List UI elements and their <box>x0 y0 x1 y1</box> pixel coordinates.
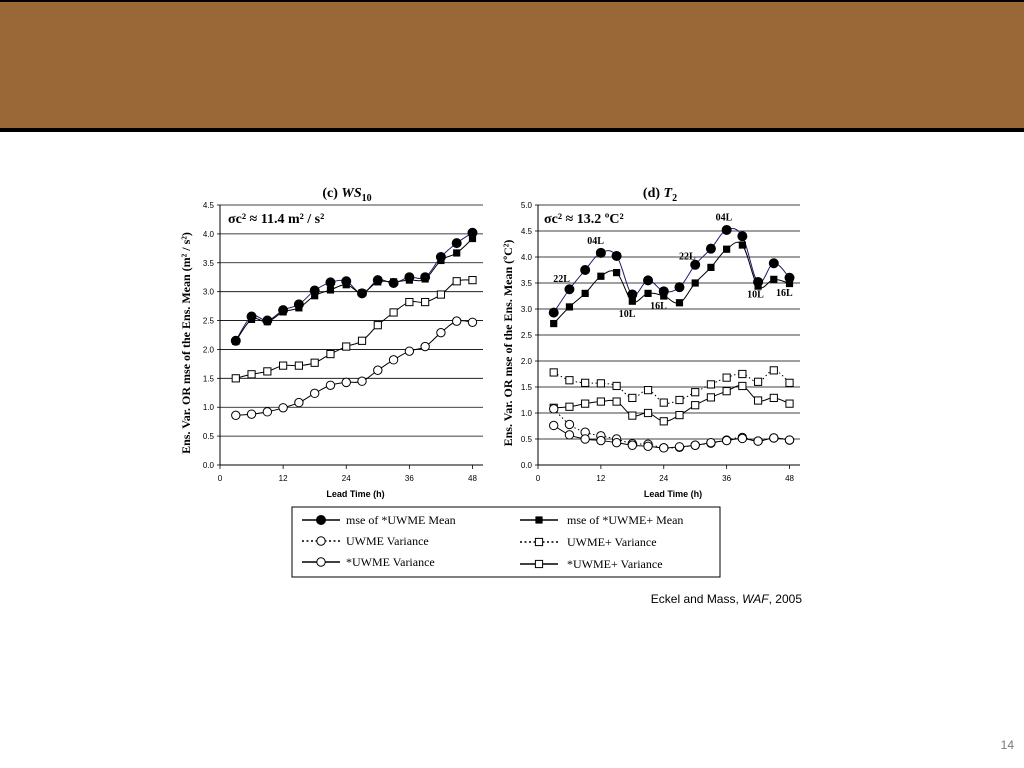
data-point <box>707 438 715 446</box>
data-point <box>422 275 429 282</box>
y-axis-label: Ens. Var. OR mse of the Ens. Mean (m² / s²) <box>179 232 193 454</box>
data-point <box>739 241 746 248</box>
y-tick-label: 2.0 <box>202 345 214 355</box>
data-point <box>327 350 334 357</box>
data-point <box>722 436 730 444</box>
x-tick-label: 24 <box>659 474 669 483</box>
data-point <box>769 259 778 268</box>
x-tick-label: 48 <box>468 474 477 483</box>
variance-annotation: σc² ≈ 13.2 ºC² <box>544 212 624 227</box>
legend-marker <box>535 538 542 545</box>
legend-label: mse of *UWME+ Mean <box>567 513 684 527</box>
data-point <box>629 298 636 305</box>
data-point <box>597 380 604 387</box>
y-tick-label: 4.5 <box>520 227 532 236</box>
y-tick-label: 0.0 <box>520 461 532 470</box>
legend-marker <box>317 537 325 545</box>
data-point <box>612 251 621 260</box>
y-tick-label: 2.5 <box>202 316 214 326</box>
slide-number: 14 <box>1000 738 1014 752</box>
data-point <box>786 280 793 287</box>
data-point <box>707 264 714 271</box>
data-point <box>550 320 557 327</box>
data-point <box>596 248 605 257</box>
data-point <box>549 308 558 317</box>
data-point <box>692 402 699 409</box>
chart-panel-c <box>179 186 483 499</box>
data-point <box>469 277 476 284</box>
x-tick-label: 36 <box>722 474 732 483</box>
data-point <box>692 279 699 286</box>
data-point <box>566 303 573 310</box>
data-point <box>707 381 714 388</box>
data-point <box>358 289 365 296</box>
data-point <box>786 379 793 386</box>
data-point <box>613 382 620 389</box>
data-point <box>597 273 604 280</box>
data-point <box>469 235 476 242</box>
data-point <box>327 286 334 293</box>
time-label: 04L <box>715 212 733 224</box>
series-mse-of-uwme-mean <box>231 228 477 345</box>
data-point <box>343 281 350 288</box>
time-label: 10L <box>618 308 636 320</box>
data-point <box>437 328 445 336</box>
data-point <box>644 290 651 297</box>
data-point <box>437 257 444 264</box>
y-tick-label: 5.0 <box>520 201 532 210</box>
data-point <box>644 276 653 285</box>
y-tick-label: 1.0 <box>202 403 214 413</box>
data-point <box>390 309 397 316</box>
data-point <box>566 403 573 410</box>
data-point <box>582 290 589 297</box>
series--uwme-variance <box>550 382 793 425</box>
data-point <box>739 370 746 377</box>
time-label: 04L <box>587 236 604 247</box>
data-point <box>374 366 382 374</box>
data-point <box>358 377 366 385</box>
data-point <box>310 389 318 397</box>
data-point <box>374 322 381 329</box>
data-point <box>263 408 271 416</box>
legend-marker <box>317 558 325 566</box>
data-point <box>582 379 589 386</box>
time-label: 22L <box>679 251 696 263</box>
y-tick-label: 4.0 <box>520 253 532 262</box>
chart-panel-d <box>501 186 800 499</box>
legend-marker <box>535 516 542 523</box>
data-point <box>311 292 318 299</box>
data-point <box>612 438 620 446</box>
series-mse-of-uwme-mean <box>550 241 793 327</box>
data-point <box>232 338 239 345</box>
y-tick-label: 3.5 <box>202 258 214 268</box>
data-point <box>421 342 429 350</box>
data-point <box>675 283 684 292</box>
variance-annotation: σc² ≈ 11.4 m² / s² <box>228 212 325 227</box>
data-point <box>453 249 460 256</box>
data-point <box>406 277 413 284</box>
y-tick-label: 2.5 <box>520 331 532 340</box>
data-point <box>629 412 636 419</box>
x-tick-label: 24 <box>341 474 351 483</box>
data-point <box>422 298 429 305</box>
x-tick-label: 12 <box>278 474 288 483</box>
data-point <box>326 381 334 389</box>
y-tick-label: 3.0 <box>520 305 532 314</box>
y-tick-label: 0.0 <box>202 461 214 470</box>
data-point <box>232 411 240 419</box>
y-tick-label: 4.5 <box>202 201 214 210</box>
data-point <box>264 318 271 325</box>
data-point <box>660 418 667 425</box>
data-point <box>707 394 714 401</box>
data-point <box>770 276 777 283</box>
data-point <box>722 225 731 234</box>
data-point <box>723 246 730 253</box>
data-point <box>660 444 668 452</box>
data-point <box>597 398 604 405</box>
data-point <box>613 269 620 276</box>
data-point <box>676 396 683 403</box>
time-label: 16L <box>775 288 793 299</box>
data-point <box>597 436 605 444</box>
data-point <box>280 362 287 369</box>
data-point <box>453 278 460 285</box>
y-tick-label: 1.5 <box>520 383 532 392</box>
legend-label: UWME+ Variance <box>567 535 657 549</box>
y-tick-label: 4.0 <box>202 229 214 239</box>
data-point <box>452 239 461 248</box>
data-point <box>453 317 461 325</box>
data-point <box>264 368 271 375</box>
data-point <box>343 343 350 350</box>
data-point <box>358 337 365 344</box>
y-tick-label: 1.0 <box>520 409 532 418</box>
data-point <box>582 400 589 407</box>
data-point <box>754 378 761 385</box>
data-point <box>629 394 636 401</box>
data-point <box>295 362 302 369</box>
y-tick-label: 0.5 <box>520 435 532 444</box>
data-point <box>565 285 574 294</box>
x-axis-label: Lead Time (h) <box>326 489 385 499</box>
data-point <box>738 232 747 241</box>
data-point <box>723 388 730 395</box>
data-point <box>675 443 683 451</box>
x-tick-label: 36 <box>404 474 414 483</box>
series--uwme-variance <box>550 421 794 452</box>
legend-label: *UWME Variance <box>346 555 435 569</box>
time-label: 16L <box>650 301 667 312</box>
x-tick-label: 0 <box>535 474 541 483</box>
legend-marker <box>317 516 326 525</box>
data-point <box>723 374 730 381</box>
data-point <box>644 409 651 416</box>
data-point <box>550 369 557 376</box>
x-tick-label: 0 <box>217 474 223 483</box>
data-point <box>295 398 303 406</box>
y-tick-label: 2.0 <box>520 357 532 366</box>
data-point <box>754 397 761 404</box>
data-point <box>738 434 746 442</box>
data-point <box>232 375 239 382</box>
data-point <box>754 437 762 445</box>
data-point <box>406 298 413 305</box>
data-point <box>565 420 573 428</box>
legend-marker <box>535 560 542 567</box>
citation: Eckel and Mass, WAF, 2005 <box>650 592 802 606</box>
data-point <box>692 389 699 396</box>
y-tick-label: 1.5 <box>202 374 214 384</box>
data-point <box>550 405 558 413</box>
data-point <box>644 442 652 450</box>
data-point <box>437 291 444 298</box>
time-label: 10L <box>747 289 764 301</box>
data-point <box>785 436 793 444</box>
data-point <box>550 421 558 429</box>
data-point <box>565 431 573 439</box>
data-point <box>581 266 590 275</box>
data-point <box>468 318 476 326</box>
data-point <box>660 399 667 406</box>
data-point <box>248 316 255 323</box>
legend-label: mse of *UWME Mean <box>346 513 456 527</box>
legend <box>292 507 720 577</box>
data-point <box>295 304 302 311</box>
data-point <box>770 434 778 442</box>
data-point <box>739 382 746 389</box>
data-point <box>770 367 777 374</box>
data-point <box>279 404 287 412</box>
data-point <box>644 387 651 394</box>
data-point <box>311 359 318 366</box>
data-point <box>786 400 793 407</box>
y-axis-label: Ens. Var. OR mse of the Ens. Mean (ºC²) <box>501 239 515 447</box>
chart-title: (d) $T_2$ <box>642 186 678 204</box>
y-tick-label: 0.5 <box>202 432 214 442</box>
data-point <box>326 278 335 287</box>
legend-label: UWME Variance <box>346 534 429 548</box>
data-point <box>248 371 255 378</box>
x-axis-label: Lead Time (h) <box>643 489 703 499</box>
data-point <box>374 278 381 285</box>
data-point <box>390 278 397 285</box>
x-tick-label: 48 <box>785 474 794 483</box>
series-mse-of-uwme-mean <box>549 225 794 317</box>
data-point <box>613 398 620 405</box>
data-point <box>342 378 350 386</box>
data-point <box>660 292 667 299</box>
chart-title: (c) $WS_{10}$ <box>322 186 372 204</box>
time-label: 22L <box>553 273 570 285</box>
x-tick-label: 12 <box>596 474 606 483</box>
data-point <box>405 347 413 355</box>
data-point <box>706 244 715 253</box>
y-tick-label: 3.0 <box>202 287 214 297</box>
data-point <box>566 377 573 384</box>
series-line <box>236 233 473 341</box>
data-point <box>389 356 397 364</box>
data-point <box>770 394 777 401</box>
data-point <box>581 435 589 443</box>
data-point <box>676 411 683 418</box>
data-point <box>691 441 699 449</box>
data-point <box>676 299 683 306</box>
data-point <box>280 308 287 315</box>
data-point <box>247 410 255 418</box>
data-point <box>628 441 636 449</box>
legend-label: *UWME+ Variance <box>567 557 663 571</box>
y-tick-label: 3.5 <box>520 279 532 288</box>
